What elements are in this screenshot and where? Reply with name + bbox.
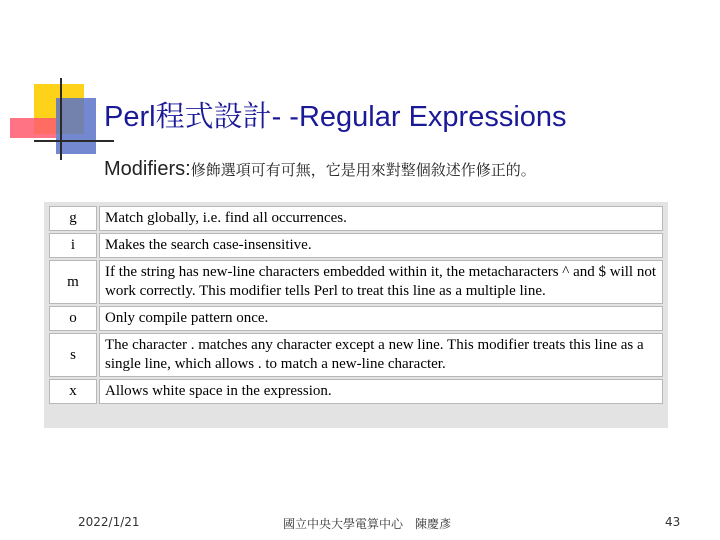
subtitle-description: 修飾選項可有可無，它是用來對整個敘述作修正的。 [190,161,536,179]
modifier-description: Makes the search case-insensitive. [99,233,663,258]
modifier-description: Allows white space in the expression. [99,379,663,404]
title-regular-expressions: Regular Expressions [298,101,567,133]
footer-page-number: 43 [665,515,681,529]
modifier-key: i [49,233,97,258]
modifier-key: m [49,260,97,304]
title-chinese: 程式設計 [155,99,272,133]
decorative-horizontal-line [34,140,114,142]
subtitle [104,158,536,181]
modifier-key: x [49,379,97,404]
decorative-blue-square [56,98,96,154]
footer-organization: 國立中央大學電算中心 陳慶彥 [283,517,452,531]
table-row [49,333,663,377]
subtitle-label: Modifiers: [104,158,191,180]
decorative-red-bar [10,118,56,138]
table-row [49,233,663,258]
modifier-key: s [49,333,97,377]
table-row [49,379,663,404]
table-row [49,260,663,304]
decorative-vertical-line [60,78,62,160]
footer-date: 2022/1/21 [78,515,140,529]
modifiers-table [47,204,665,406]
table-row [49,306,663,331]
table-row [49,206,663,231]
slide-title [104,94,567,135]
modifier-key: g [49,206,97,231]
modifiers-table-frame [44,202,668,428]
title-separator: - - [271,101,299,133]
modifier-description: The character . matches any character except a new line. This modifier treats this line as a single line, which allows . to match a new-line character. [99,333,663,377]
modifier-key: o [49,306,97,331]
title-perl: Perl [104,101,156,133]
modifier-description: Match globally, i.e. find all occurrences. [99,206,663,231]
modifier-description: Only compile pattern once. [99,306,663,331]
modifier-description: If the string has new-line characters embedded within it, the metacharacters ^ and $ will not work correctly. This modifier tells Perl to treat this line as a multiple line. [99,260,663,304]
